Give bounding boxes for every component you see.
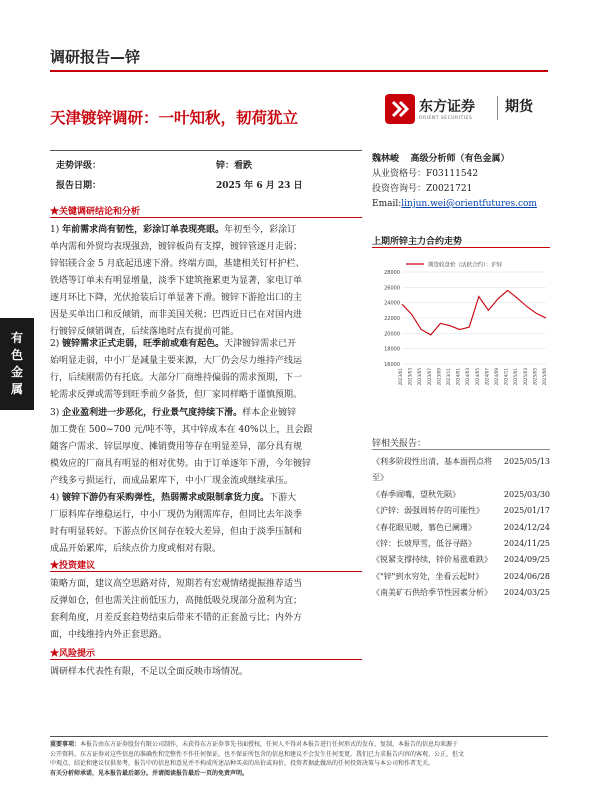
chart-title-rule bbox=[372, 247, 550, 248]
risk-text: 调研样本代表性有限，不足以全面反映市场情况。 bbox=[50, 667, 249, 677]
rating-label: 走势评级： bbox=[56, 161, 102, 171]
y-tick-label: 28000 bbox=[384, 270, 400, 276]
chart-legend: 期货收盘价（活跃合约）：沪锌 bbox=[428, 262, 503, 269]
x-tick-label: 2023/07 bbox=[426, 368, 432, 386]
y-tick-label: 16000 bbox=[384, 362, 400, 368]
x-tick-label: 2024/01 bbox=[455, 368, 461, 386]
x-tick-label: 2023/11 bbox=[446, 368, 451, 386]
x-tick-label: 2024/09 bbox=[494, 368, 499, 386]
email-label: Email: bbox=[372, 199, 402, 209]
section-rule bbox=[50, 571, 362, 572]
x-tick-label: 2025/03 bbox=[522, 368, 528, 386]
x-tick-label: 2024/11 bbox=[503, 368, 509, 386]
advice-text: 策略方面，建议高空思路对待，短期若有宏观情绪提振推荐适当 反弹如仓，但也需关注前低压力，高抛低吸兑现部分盈利为宜； 套利角度，月差反套趋势结束后带来不错的正套盈亏比；内外方 面，中线维持内外正套思路。 bbox=[50, 579, 303, 640]
company-logo bbox=[385, 92, 550, 128]
analyst-email-link[interactable]: linjun.wei@orientfutures.com bbox=[401, 199, 537, 209]
y-tick-label: 18000 bbox=[384, 346, 400, 353]
x-tick-label: 2023/01 bbox=[398, 368, 403, 386]
analyst-title: 高级分析师（有色金属） bbox=[410, 154, 510, 164]
sector-char: 色 bbox=[10, 348, 23, 362]
x-tick-label: 2023/03 bbox=[407, 368, 413, 386]
logo-english: ORIENT SECURITIES bbox=[419, 116, 473, 121]
para-lead: 镀锌需求正式走弱，旺季前或难有起色。 bbox=[62, 339, 225, 349]
section-key-findings: ★关键调研结论和分析 bbox=[50, 207, 141, 217]
footer-rule bbox=[50, 736, 548, 737]
related-reports-heading: 锌相关报告： bbox=[372, 439, 427, 449]
section-rule bbox=[50, 659, 362, 660]
sector-char: 金 bbox=[10, 365, 23, 379]
para-4: 4) 镀锌下游仍有采购弹性，热弱需求或限制拿货力度。下游大 厂原料库存维稳运行，中小厂现仍为刚需库存，但同比去年淡季 时有明显转好。下游点价区间存在较大差异，但由于淡季压制和 成品开始累库，后续点价力度或相对有限。 bbox=[50, 493, 303, 554]
related-report-item[interactable]: 《利多阶段性出清，基本面拐点将至》 2025/05/13 bbox=[372, 457, 550, 483]
related-report-item[interactable]: 《沪锌：弱强周转存的可能性》 2025/01/17 bbox=[372, 506, 550, 516]
section-risk: ★风险提示 bbox=[50, 649, 96, 659]
disclaimer-label: 重要事项： bbox=[50, 741, 81, 748]
section-rule bbox=[50, 217, 362, 218]
related-report-item[interactable]: 《锌：长坡厚雪，低谷寻路》 2024/11/25 bbox=[372, 539, 550, 549]
x-tick-label: 2025/05 bbox=[532, 368, 538, 386]
x-tick-label: 2023/05 bbox=[417, 368, 423, 386]
sector-char: 有 bbox=[10, 331, 23, 345]
sector-tab bbox=[0, 318, 34, 410]
logo-mark-icon bbox=[385, 94, 415, 124]
x-tick-label: 2024/07 bbox=[484, 368, 490, 386]
sector-char: 属 bbox=[10, 382, 23, 396]
x-tick-label: 2023/09 bbox=[436, 368, 442, 386]
y-tick-label: 26000 bbox=[384, 285, 400, 292]
para-lead: 企业盈利进一步恶化，行业景气度持续下滑。 bbox=[62, 408, 243, 418]
x-tick-label: 2024/05 bbox=[474, 368, 480, 386]
para-lead: 镀锌下游仍有采购弹性，热弱需求或限制拿货力度。 bbox=[62, 493, 270, 503]
para-3: 3) 企业盈利进一步恶化，行业景气度持续下滑。样本企业镀锌 加工费在 500~700 元/吨不等，其中锌成本在 40%以上，且会跟 随客户需求、锌层厚度、摊销费用等存在明显差异，部分具有规 模效应的厂商具有明显的相对优势。由于订单逐年下滑，今年镀锌 产线多亏损运行，而成品累库下，中小厂现金流或继续承压。 bbox=[50, 408, 313, 486]
section-investment-advice: ★投资建议 bbox=[50, 561, 96, 571]
header-rule bbox=[50, 70, 548, 72]
x-tick-label: 2024/03 bbox=[465, 368, 471, 386]
para-2: 2) 镀锌需求正式走弱，旺季前或难有起色。天津镀锌需求已开 始明显走弱，中小厂是减量主要来源，大厂仍会尽力维持产线运 行，后续刚需仍有托底。大部分厂商维持偏弱的需求预期，下一 轮需求反弹或需等到旺季前夕备货，但厂家同样略于谨慎预期。 bbox=[50, 339, 303, 400]
analyst-block bbox=[372, 152, 552, 212]
page-title: 天津镀锌调研：一叶知秋，韧荷犹立 bbox=[50, 109, 299, 127]
report-type-label: 调研报告—锌 bbox=[50, 48, 141, 66]
analyst-cert: 从业资格号：F03111542 bbox=[372, 169, 479, 179]
x-tick-label: 2025/01 bbox=[513, 368, 519, 386]
y-tick-label: 24000 bbox=[384, 300, 400, 307]
related-report-item[interactable]: 《春花眼见暖，慕色已阑珊》 2024/12/24 bbox=[372, 522, 550, 532]
date-label: 报告日期： bbox=[56, 181, 102, 191]
rating-value: 锌：看跌 bbox=[216, 161, 253, 171]
report-date: 2025 年 6 月 23 日 bbox=[216, 181, 303, 191]
x-tick-label: 2025/06 bbox=[542, 368, 547, 386]
related-report-item[interactable]: 《春季闹嘴，望秋先陨》 2025/03/30 bbox=[372, 489, 550, 499]
logo-name: 东方证券 bbox=[419, 99, 475, 115]
zinc-price-chart bbox=[372, 252, 550, 392]
disclaimer: 重要事项：本报告由东方证券股份有限公司制作，未获得东方证券事先书面授权，任何人不得对本报告进行任何形式的发布、复制，本报告的信息均来源于 公开资料，东方证券对这些信息的准确性和完整性不作任何保证，也不保证所包含的信息和建议不会发生任何变更，我们已力求报告内容的客观、公正，但文 中观点、结论和建议仅供参考，报告中的信息和意见并不构成所述品种买卖的出价或询价，投资者据此做出的任何投资决策与本公司和作者无关。 有关分析师承诺，见本报告最后部分。并请阅读报告最后一页的免责声明。 bbox=[50, 741, 465, 777]
y-tick-label: 22000 bbox=[384, 316, 400, 322]
related-reports-list bbox=[372, 454, 550, 602]
y-tick-label: 20000 bbox=[384, 331, 400, 338]
related-report-item[interactable]: 《锐紧支撑持续，锌价易涨难跌》 2024/09/25 bbox=[372, 555, 550, 565]
analyst-name: 魏林峻 bbox=[372, 154, 400, 164]
para-1: 1) 年前需求尚有韧性，彩涂订单表现亮眼。年初至今，彩涂订 单内需和外贸均表现强劲，镀锌板尚有支撑，镀锌管逐月走弱； 锌铝镁合金 5 月底起迅速下滑。终端方面，基建相关钉杆护栏、 铁塔等订单未有明显增量，淡季下建筑拖累更为显著，家电订单 逐月环比下降，光伏抢装后订单显著下滑。镀锌下游抢出口的主 因是买单出口和反倾销，而非美国关税；巴西近日已在对国内进 行镀锌反倾销调查，后续落地时点有提前可能。 bbox=[50, 225, 305, 337]
related-report-item[interactable]: 《南美矿石供给季节性因素分析》 2024/03/25 bbox=[372, 588, 550, 598]
analyst-consult: 投资咨询号：Z0021721 bbox=[372, 184, 473, 194]
related-report-item[interactable]: 《"锌"到水穷处，坐看云起时》 2024/06/28 bbox=[372, 571, 550, 581]
logo-divider bbox=[497, 96, 498, 120]
meta-rule bbox=[50, 150, 362, 151]
related-rule bbox=[372, 449, 550, 450]
logo-division: 期货 bbox=[505, 99, 533, 115]
para-lead: 年前需求尚有韧性，彩涂订单表现亮眼。 bbox=[62, 225, 225, 235]
chart-title: 上期所锌主力合约走势 bbox=[372, 237, 463, 247]
